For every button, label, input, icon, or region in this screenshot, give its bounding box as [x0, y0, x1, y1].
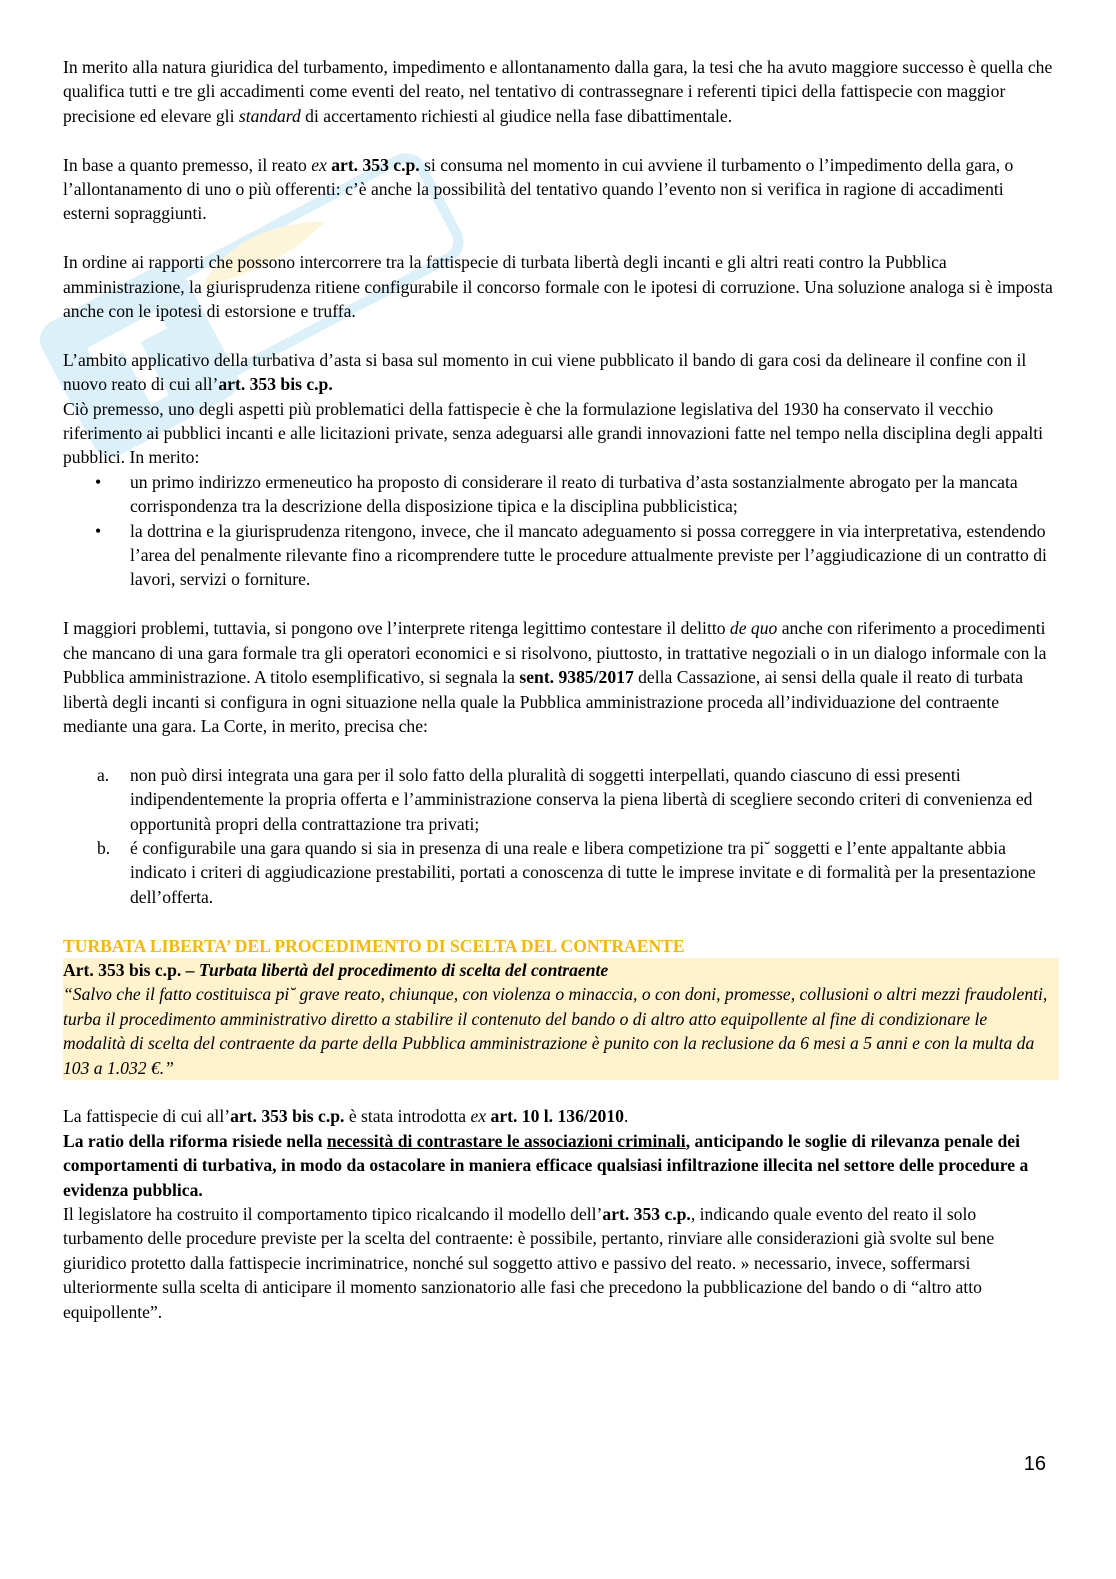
- list-item: b. é configurabile una gara quando si sia in presenza di una reale e libera competizione tra pi˘ soggetti e l’ente appaltante abbia indicato i criteri di aggiudicazione prestabiliti, portati a conoscenza di tutte le imprese invitate e di formalità per la presentazione dell’offerta.: [97, 837, 1036, 907]
- document-page: [63, 55, 1053, 1324]
- section-title: TURBATA LIBERTA’ DEL PROCEDIMENTO DI SCELTA DEL CONTRAENTE: [63, 935, 685, 956]
- paragraph: In ordine ai rapporti che possono intercorrere tra la fattispecie di turbata libertà degli incanti e gli altri reati contro la Pubblica amministrazione, la giurisprudenza ritiene configurabile il concorso formale con le ipotesi di corruzione. Una soluzione analoga si è imposta anche con le ipotesi di estorsione e truffa.: [63, 252, 1053, 322]
- paragraph: L’ambito applicativo della turbativa d’asta si basa sul momento in cui viene pubblicato il bando di gara cosi da delineare il confine con il nuovo reato di cui all’art. 353 bis c.p.: [63, 349, 1027, 395]
- bullet-list: [63, 470, 1053, 592]
- page-number: 16: [1023, 1453, 1046, 1475]
- bullet-marker: •: [95, 471, 102, 492]
- list-marker: b.: [97, 837, 111, 858]
- paragraph: Ciò premesso, uno degli aspetti più problematici della fattispecie è che la formulazione legislativa del 1930 ha conservato il vecchio riferimento ai pubblici incanti e alle licitazioni private, senza adeguarsi alle grandi innovazioni fatte nel tempo nella disciplina degli appalti pubblici. In merito:: [63, 398, 1044, 468]
- paragraph: La fattispecie di cui all’art. 353 bis c.p. è stata introdotta ex art. 10 l. 136/2010.: [63, 1106, 629, 1127]
- list-item: • la dottrina e la giurisprudenza ritengono, invece, che il mancato adeguamento si possa correggere in via interpretativa, estendendo l’area del penalmente rilevante fino a ricomprendere tutte le procedure attualmente previste per l’aggiudicazione di un contratto di lavori, servizi o forniture.: [95, 520, 1047, 590]
- article-heading: Art. 353 bis c.p. – Turbata libertà del procedimento di scelta del contraente: [63, 959, 609, 980]
- article-box: [63, 958, 1059, 1080]
- bullet-marker: •: [95, 520, 102, 541]
- lettered-list: [63, 763, 1053, 909]
- paragraph: In base a quanto premesso, il reato ex art. 353 c.p. si consuma nel momento in cui avviene il turbamento o l’impedimento della gara, o l’allontanamento di uno o più offerenti: c’è anche la possibilità del tentativo quando l’evento non si verifica in ragione di accadimenti esterni sopraggiunti.: [63, 154, 1014, 224]
- list-item: • un primo indirizzo ermeneutico ha proposto di considerare il reato di turbativa d’asta sostanzialmente abrogato per la mancata corrispondenza tra la descrizione della disposizione tipica e la disciplina pubblicistica;: [95, 471, 1018, 517]
- paragraph: Il legislatore ha costruito il comportamento tipico ricalcando il modello dell’art. 353 c.p., indicando quale evento del reato il solo turbamento delle procedure previste per la scelta del contraente: è possibile, pertanto, rinviare alle considerazioni già svolte sul bene giuridico protetto dalla fattispecie incriminatrice, nonché sul soggetto attivo e passivo del reato. » necessario, invece, soffermarsi ulteriormente sulla scelta di anticipare il momento sanzionatorio alle fasi che precedono la pubblicazione del bando o di “altro atto equipollente”.: [63, 1203, 995, 1322]
- paragraph: In merito alla natura giuridica del turbamento, impedimento e allontanamento dalla gara, la tesi che ha avuto maggiore successo è quella che qualifica tutti e tre gli accadimenti come eventi del reato, nel tentativo di contrassegnare i referenti tipici della fattispecie con maggior precisione ed elevare gli standard di accertamento richiesti al giudice nella fase dibattimentale.: [63, 57, 1053, 126]
- list-item: a. non può dirsi integrata una gara per il solo fatto della pluralità di soggetti interpellati, quando ciascuno di essi presenti indipendentemente la propria offerta e l’amministrazione conserva la piena libertà di scegliere secondo criteri di convenienza ed opportunità propri della contrattazione tra privati;: [97, 764, 1033, 834]
- paragraph: I maggiori problemi, tuttavia, si pongono ove l’interprete ritenga legittimo contestare il delitto de quo anche con riferimento a procedimenti che mancano di una gara formale tra gli operatori economici e si risolvono, piuttosto, in trattative negoziali o in un dialogo informale con la Pubblica amministrazione. A titolo esemplificativo, si segnala la sent. 9385/2017 della Cassazione, ai sensi della quale il reato di turbata libertà degli incanti si configura in ogni situazione nella quale la Pubblica amministrazione proceda all’individuazione del contraente mediante una gara. La Corte, in merito, precisa che:: [63, 618, 1047, 736]
- list-marker: a.: [97, 764, 110, 785]
- paragraph: La ratio della riforma risiede nella necessità di contrastare le associazioni criminali, anticipando le soglie di rilevanza penale dei comportamenti di turbativa, in modo da ostacolare in maniera efficace qualsiasi infiltrazione illecita nel settore delle procedure a evidenza pubblica.: [63, 1130, 1029, 1200]
- article-quote: “Salvo che il fatto costituisca pi˘ grave reato, chiunque, con violenza o minaccia, o con doni, promesse, collusioni o altri mezzi fraudolenti, turba il procedimento amministrativo diretto a stabilire il contenuto del bando o di altro atto equipollente al fine di condizionare le modalità di scelta del contraente da parte della Pubblica amministrazione è punito con la reclusione da 6 mesi a 5 anni e con la multa da 103 a 1.032 €.”: [63, 984, 1048, 1078]
